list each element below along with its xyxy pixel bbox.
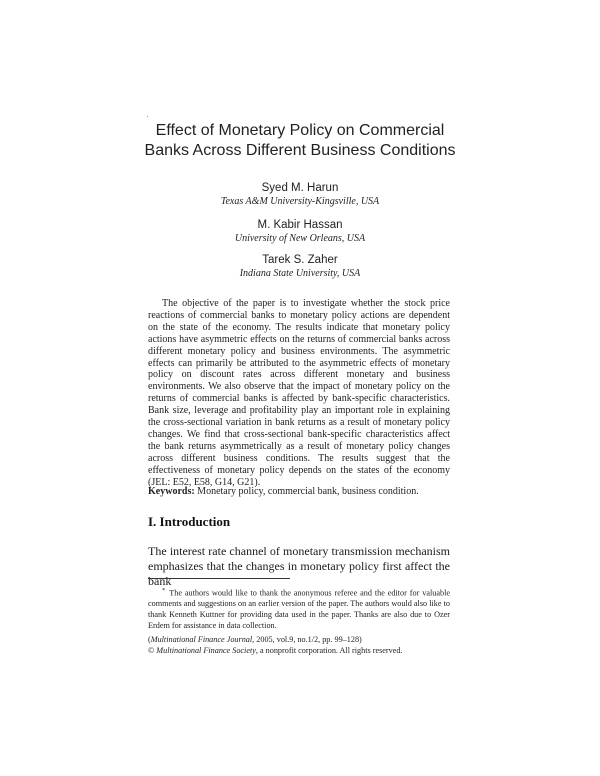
author-affiliation-1: Texas A&M University-Kingsville, USA — [220, 196, 380, 207]
author-name-1: Syed M. Harun — [261, 182, 339, 194]
footnote-text: The authors would like to thank the anonymous referee and the editor for valuable comments and suggestions on an earlier version of the paper. The authors would also like to thank Kenneth Kuttner for providing data used in the paper. Thanks are also due to Ozer Erdem for assistance in data collection. — [148, 588, 450, 630]
abstract: The objective of the paper is to investigate whether the stock price reactions of commercial banks to monetary policy actions are dependent on the state of the economy. The results indicate that monetary policy actions have asymmetric effects on the returns of commercial banks across different monetary policy and business environments. The asymmetric effects can primarily be attributed to the asymmetric effects of monetary policy on discount rates across different monetary and business environments. We also observe that the impact of monetary policy on the returns of commercial banks is affected by bank-specific characteristics. Bank size, leverage and profitability play an important role in explaining the cross-sectional variation in bank returns as a result of monetary policy changes. We find that cross-sectional bank-specific characteristics affect the bank returns asymmetrically as a result of monetary policy changes across different business conditions. The results suggest that the effectiveness of monetary policy depends on the states of the economy (JEL: E52, E58, G14, G21). — [148, 298, 450, 488]
copyright-rest: , a nonprofit corporation. All rights reserved. — [255, 646, 403, 655]
footnote — [148, 586, 450, 631]
copyright-symbol: © — [148, 646, 157, 655]
copyright-line — [148, 646, 403, 655]
paper-title — [100, 121, 500, 161]
keywords-label: Keywords: — [148, 486, 195, 497]
copyright-society: Multinational Finance Society — [156, 646, 256, 655]
author-name-3: Tarek S. Zaher — [262, 254, 338, 266]
citation-line — [148, 635, 362, 644]
keywords — [148, 486, 450, 498]
citation-block — [148, 634, 450, 656]
footnote-marker: * — [162, 587, 166, 594]
footnote-divider — [148, 578, 290, 579]
section-heading-introduction: I. Introduction — [148, 514, 231, 529]
title-line-1: Effect of Monetary Policy on Commercial — [155, 122, 445, 139]
author-affiliation-3: Indiana State University, USA — [239, 268, 361, 279]
title-line-2: Banks Across Different Business Conditions — [144, 142, 456, 159]
page-speck — [147, 116, 148, 117]
citation-details: , 2005, vol.9, no.1/2, pp. 99–128) — [252, 635, 362, 644]
citation-journal: Multinational Finance Journal — [150, 635, 253, 644]
author-affiliation-2: University of New Orleans, USA — [234, 233, 366, 244]
keywords-text: Monetary policy, commercial bank, business condition. — [197, 486, 419, 497]
author-name-2: M. Kabir Hassan — [257, 219, 343, 231]
introduction-paragraph: The interest rate channel of monetary transmission mechanism emphasizes that the changes in monetary policy first affect the bank — [148, 544, 450, 588]
citation-open-paren: ( — [148, 635, 151, 644]
